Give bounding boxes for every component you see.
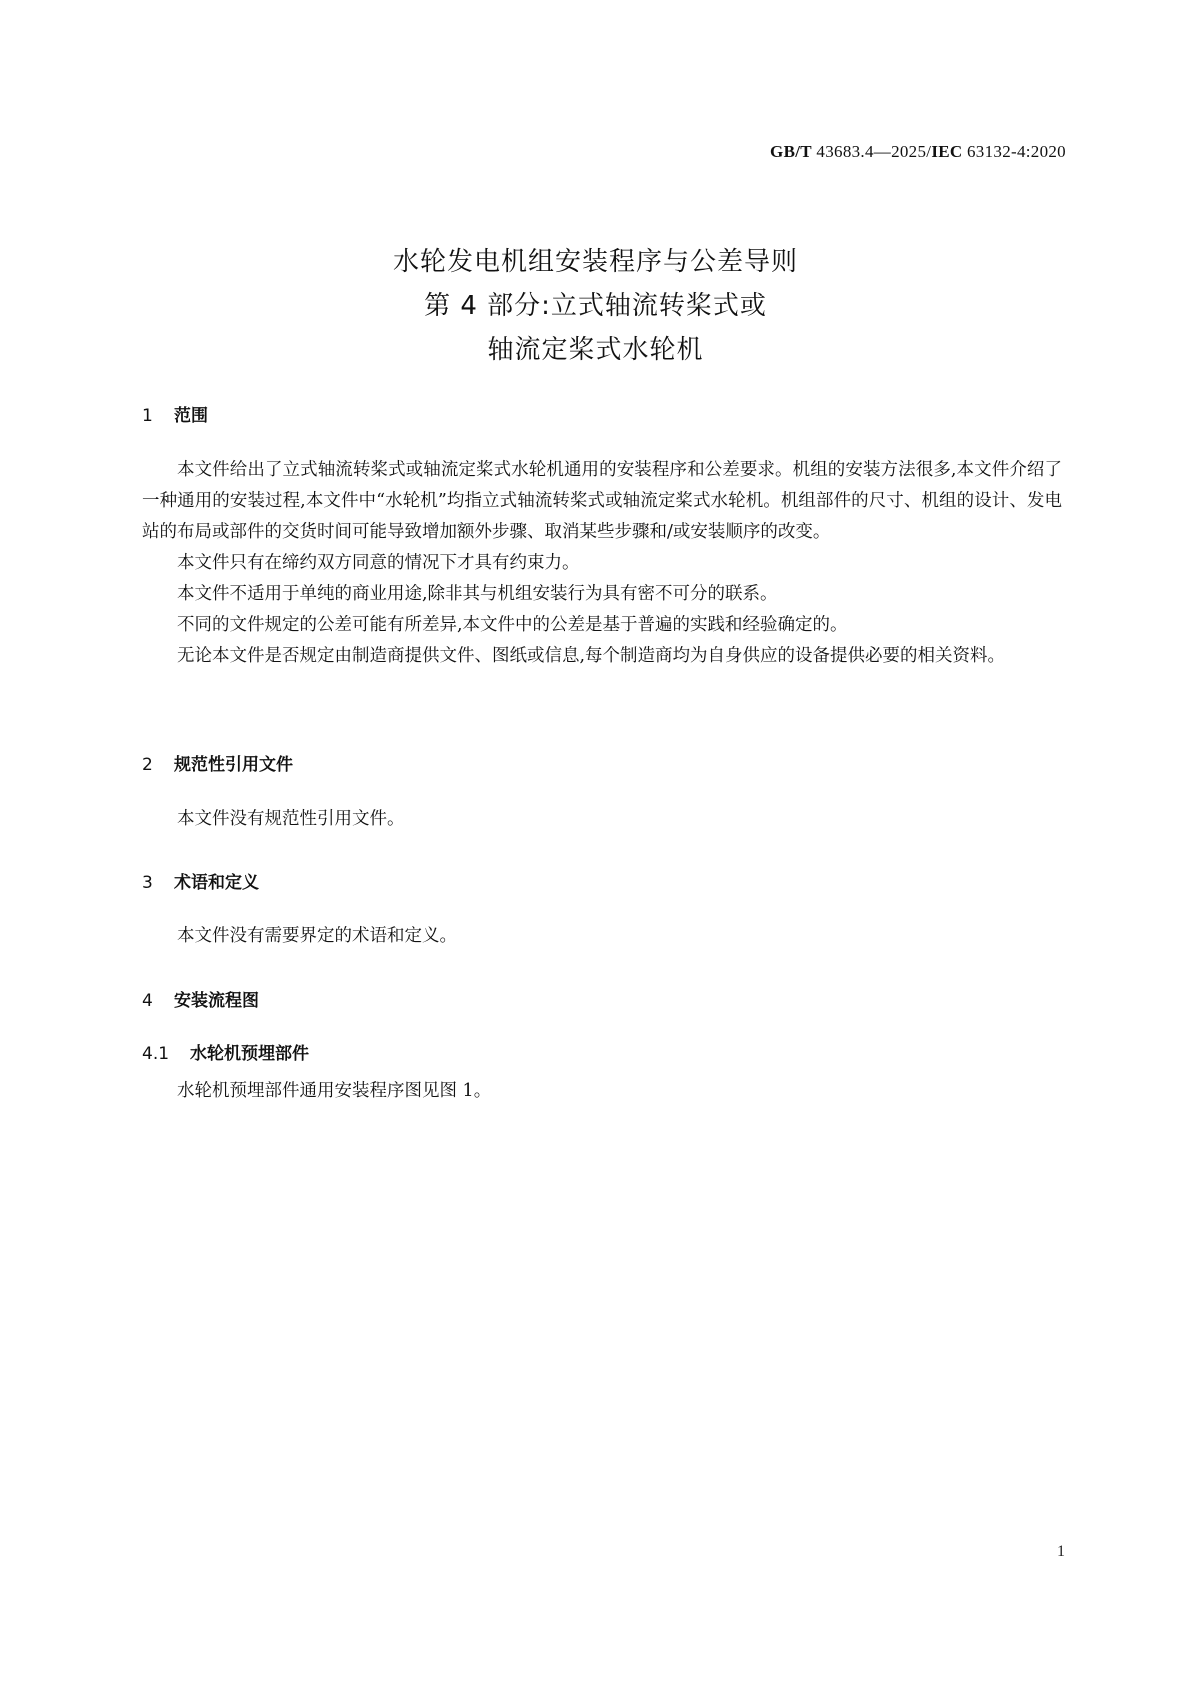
- title-line-3: 轴流定桨式水轮机: [487, 335, 704, 365]
- section-3-heading: [142, 868, 259, 893]
- std-prefix: GB/T: [770, 142, 812, 161]
- paragraph: 本文件没有规范性引用文件。: [177, 809, 405, 829]
- section-number: 1: [142, 406, 153, 426]
- section-number: 2: [142, 755, 153, 775]
- section-1-body: [142, 455, 1062, 672]
- paragraph: 本文件不适用于单纯的商业用途,除非其与机组安装行为具有密不可分的联系。: [177, 584, 778, 604]
- paragraph: 不同的文件规定的公差可能有所差异,本文件中的公差是基于普遍的实践和经验确定的。: [177, 615, 848, 635]
- section-number: 3: [142, 873, 153, 893]
- paragraph: 本文件没有需要界定的术语和定义。: [177, 926, 457, 946]
- section-2-body: [142, 804, 1062, 835]
- paragraph: 水轮机预埋部件通用安装程序图见图 1。: [177, 1081, 492, 1101]
- title-line-2: 第 4 部分:立式轴流转桨式或: [424, 291, 767, 321]
- section-3-body: [142, 921, 1062, 952]
- iec-number: 63132-4:2020: [962, 142, 1066, 161]
- section-4-heading: [142, 986, 259, 1011]
- section-1-heading: [142, 401, 208, 426]
- paragraph: 无论本文件是否规定由制造商提供文件、图纸或信息,每个制造商均为自身供应的设备提供必要的相关资料。: [177, 646, 1006, 666]
- section-2-heading: [142, 750, 293, 775]
- section-title: 规范性引用文件: [174, 755, 293, 775]
- section-title: 水轮机预埋部件: [190, 1044, 309, 1064]
- section-title: 安装流程图: [174, 991, 259, 1011]
- standard-code: [770, 142, 1066, 162]
- section-title: 术语和定义: [174, 873, 259, 893]
- section-number: 4: [142, 991, 153, 1011]
- paragraph: 本文件给出了立式轴流转桨式或轴流定桨式水轮机通用的安装程序和公差要求。机组的安装方法很多,本文件介绍了一种通用的安装过程,本文件中“水轮机”均指立式轴流转桨式或轴流定桨式水轮机。机组部件的尺寸、机组的设计、发电站的布局或部件的交货时间可能导致增加额外步骤、取消某些步骤和/或安装顺序的改变。: [142, 460, 1062, 542]
- std-number: 43683.4—2025/: [811, 142, 932, 161]
- title-line-1: 水轮发电机组安装程序与公差导则: [392, 247, 798, 277]
- document-title: [0, 240, 1191, 372]
- section-4-1-body: [142, 1076, 1062, 1107]
- iec-prefix: IEC: [931, 142, 963, 161]
- page-number: 1: [1057, 1543, 1065, 1560]
- section-title: 范围: [174, 406, 208, 426]
- section-4-1-heading: [142, 1039, 309, 1064]
- paragraph: 本文件只有在缔约双方同意的情况下才具有约束力。: [177, 553, 580, 573]
- section-number: 4.1: [142, 1044, 170, 1064]
